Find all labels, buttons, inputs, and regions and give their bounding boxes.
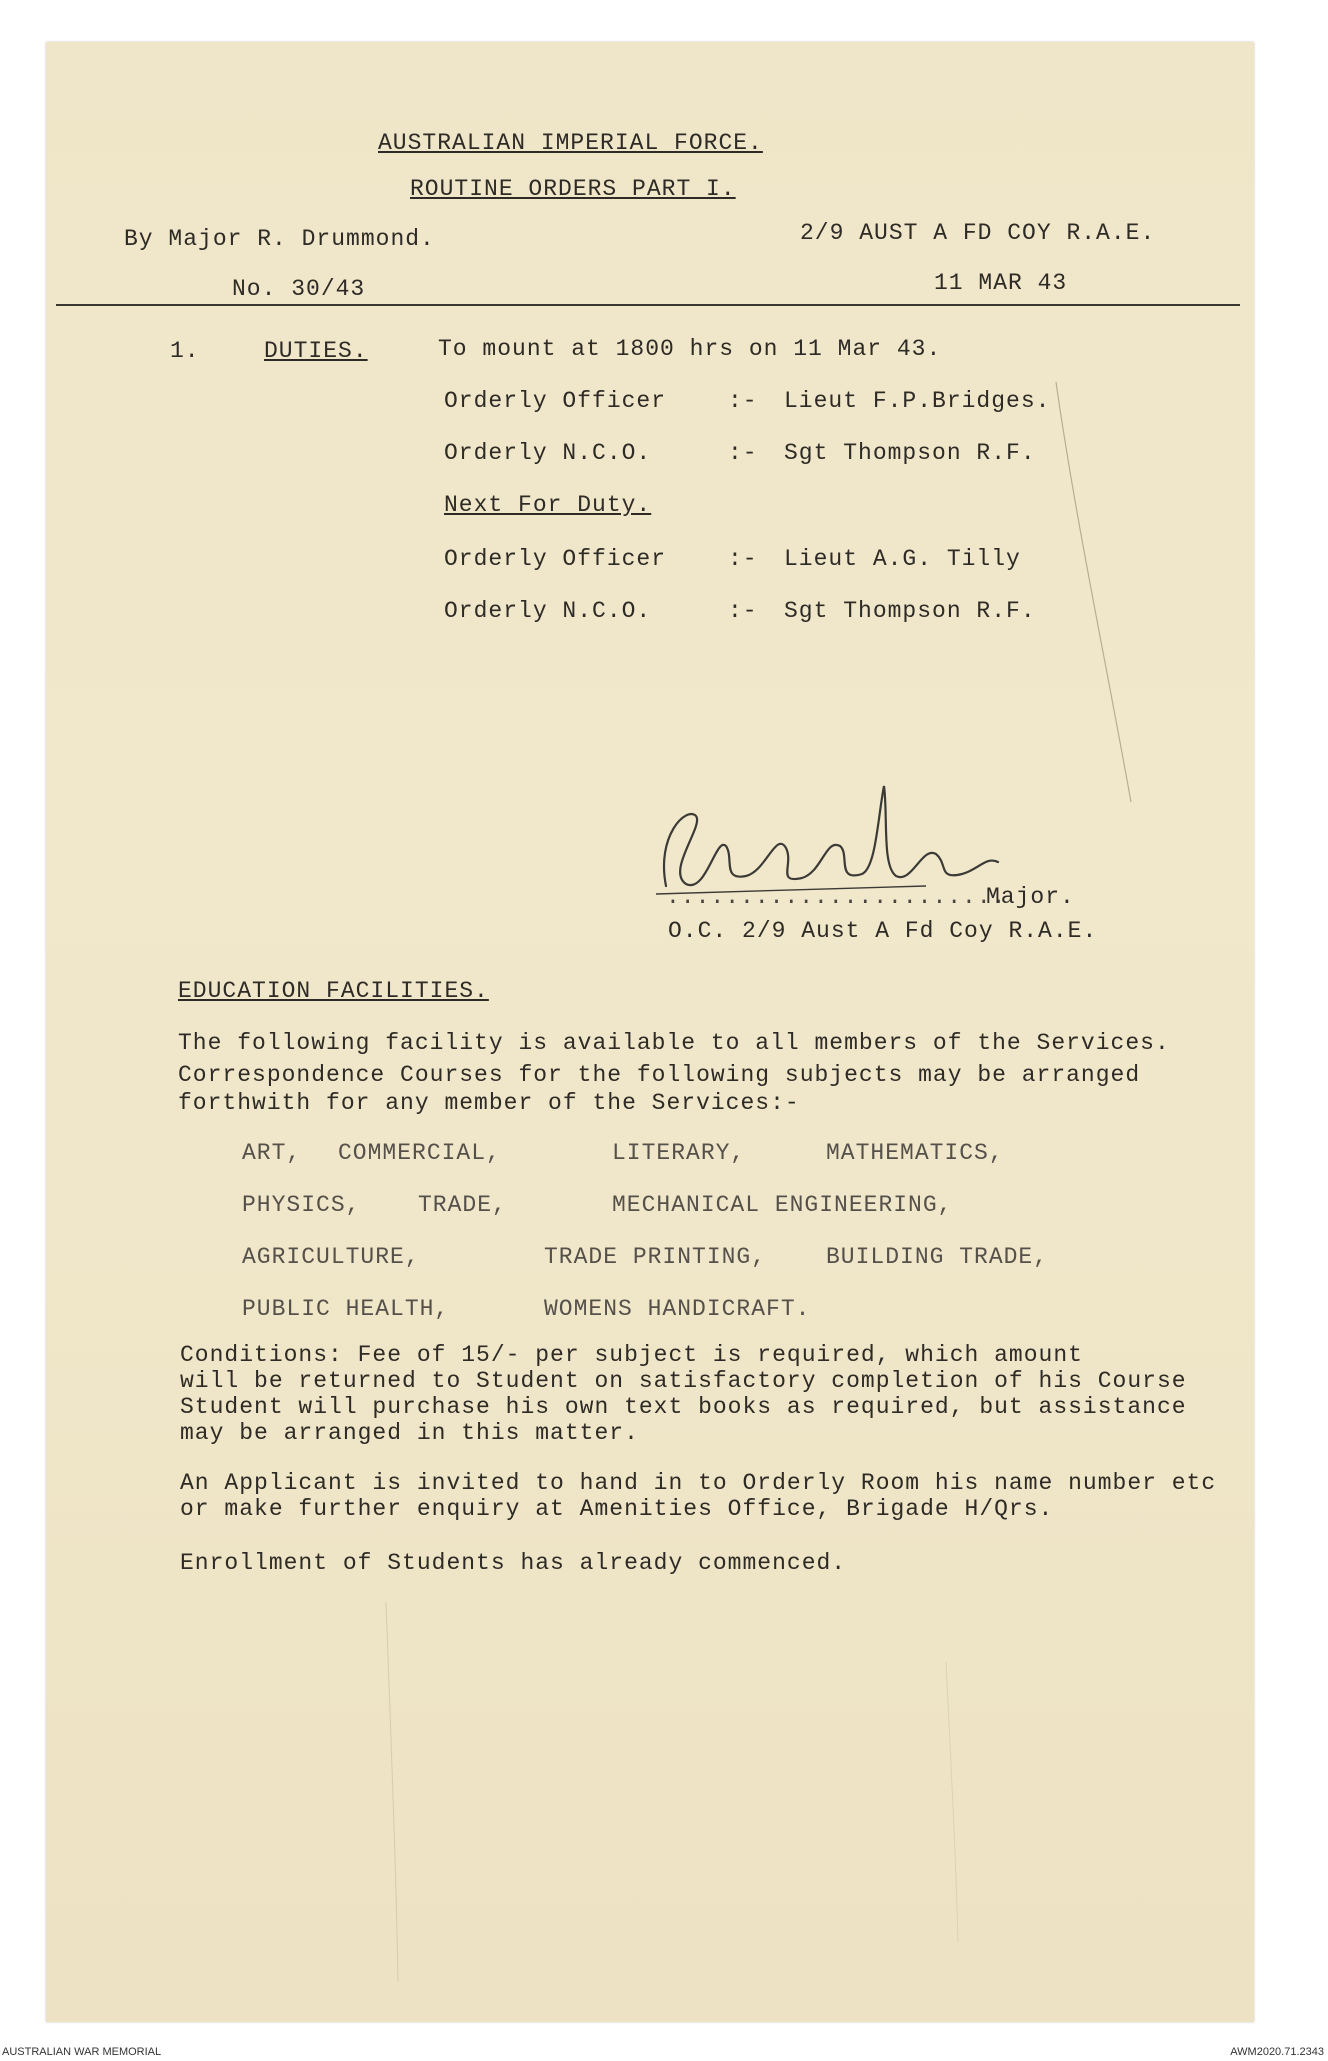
next-duty-separator: :- — [728, 546, 758, 572]
conditions-line: Conditions: Fee of 15/- per subject is required, which amount — [180, 1342, 1083, 1368]
education-intro: The following facility is available to all members of the Services. — [178, 1030, 1170, 1056]
signature-rank: Major. — [986, 884, 1075, 910]
next-duty-name: Lieut A.G. Tilly — [784, 546, 1021, 572]
footer-credit: AUSTRALIAN WAR MEMORIAL — [2, 2046, 162, 2058]
next-duty-role: Orderly Officer — [444, 546, 667, 572]
next-for-duty-heading: Next For Duty. — [444, 492, 652, 518]
courses-line-1: Correspondence Courses for the following subjects may be arranged — [178, 1062, 1141, 1088]
next-duty-separator: :- — [728, 598, 758, 624]
order-date: 11 MAR 43 — [934, 270, 1068, 296]
subject-womens-handicraft: WOMENS HANDICRAFT. — [544, 1296, 811, 1322]
document-title: AUSTRALIAN IMPERIAL FORCE. — [378, 130, 763, 156]
duty-separator: :- — [728, 388, 758, 414]
subject-agriculture: AGRICULTURE, — [242, 1244, 420, 1270]
subject-commercial: COMMERCIAL, — [338, 1140, 501, 1166]
signatory-designation: O.C. 2/9 Aust A Fd Coy R.A.E. — [668, 918, 1098, 944]
footer-accession-number: AWM2020.71.2343 — [1230, 2046, 1324, 2058]
conditions-line: will be returned to Student on satisfactory completion of his Course — [180, 1368, 1187, 1394]
subject-mathematics: MATHEMATICS, — [826, 1140, 1004, 1166]
duty-role: Orderly N.C.O. — [444, 440, 652, 466]
subject-trade-printing: TRADE PRINTING, — [544, 1244, 767, 1270]
subject-trade: TRADE, — [418, 1192, 507, 1218]
subject-art: ART, — [242, 1140, 302, 1166]
next-duty-role: Orderly N.C.O. — [444, 598, 652, 624]
unit-name: 2/9 AUST A FD COY R.A.E. — [800, 220, 1156, 246]
education-heading: EDUCATION FACILITIES. — [178, 978, 489, 1004]
conditions-line: Student will purchase his own text books as required, but assistance — [180, 1394, 1187, 1420]
applicant-line: An Applicant is invited to hand in to Orderly Room his name number etc — [180, 1470, 1217, 1496]
courses-line-2: forthwith for any member of the Services:- — [178, 1090, 800, 1116]
conditions-line: may be arranged in this matter. — [180, 1420, 639, 1446]
header-rule — [56, 304, 1240, 306]
document-subtitle: ROUTINE ORDERS PART I. — [410, 176, 736, 202]
subject-mechanical-engineering: MECHANICAL ENGINEERING, — [612, 1192, 953, 1218]
duty-name: Lieut F.P.Bridges. — [784, 388, 1051, 414]
enrollment-note: Enrollment of Students has already commenced. — [180, 1550, 847, 1576]
duties-heading: DUTIES. — [264, 338, 368, 364]
applicant-line: or make further enquiry at Amenities Office, Brigade H/Qrs. — [180, 1496, 1054, 1522]
subject-physics: PHYSICS, — [242, 1192, 361, 1218]
duties-item-number: 1. — [170, 338, 200, 364]
duties-mount-line: To mount at 1800 hrs on 11 Mar 43. — [438, 336, 942, 362]
order-number: No. 30/43 — [232, 276, 366, 302]
issued-by: By Major R. Drummond. — [124, 226, 435, 252]
duty-separator: :- — [728, 440, 758, 466]
duty-role: Orderly Officer — [444, 388, 667, 414]
duty-name: Sgt Thompson R.F. — [784, 440, 1036, 466]
next-duty-name: Sgt Thompson R.F. — [784, 598, 1036, 624]
subject-literary: LITERARY, — [612, 1140, 746, 1166]
document-page — [46, 42, 1254, 2022]
subject-building-trade: BUILDING TRADE, — [826, 1244, 1049, 1270]
subject-public-health: PUBLIC HEALTH, — [242, 1296, 450, 1322]
signature-dotted-line: ....................... — [666, 884, 1007, 910]
